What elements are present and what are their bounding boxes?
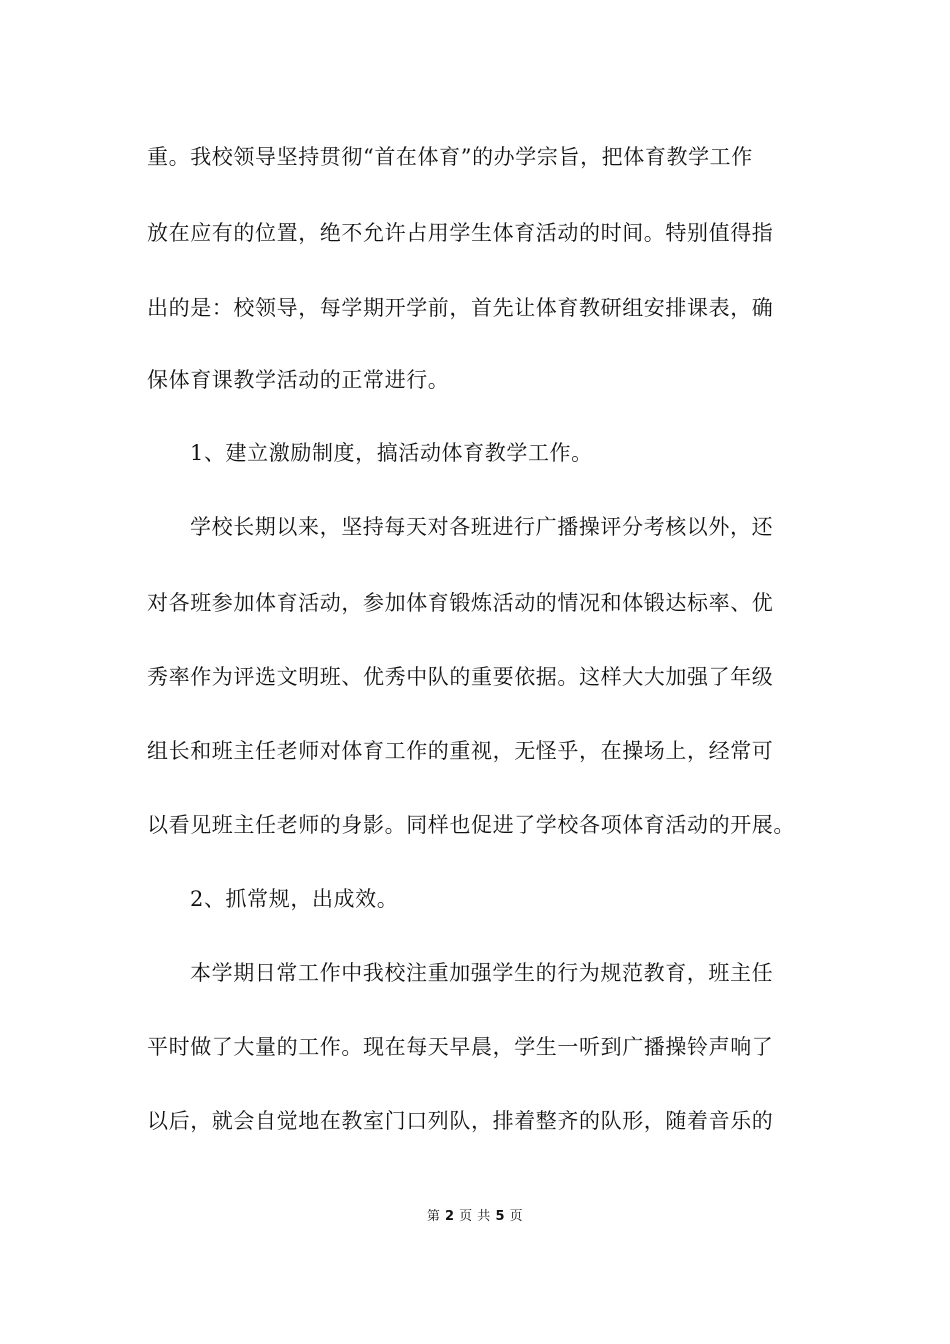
text-line: 放在应有的位置，绝不允许占用学生体育活动的时间。特别值得指 xyxy=(147,221,774,245)
current-page-number: 2 xyxy=(444,1209,455,1224)
text-line: 秀率作为评选文明班、优秀中队的重要依据。这样大大加强了年级 xyxy=(147,665,774,689)
text-line: 组长和班主任老师对体育工作的重视，无怪乎，在操场上，经常可 xyxy=(147,739,774,763)
text-line: 对各班参加体育活动，参加体育锻炼活动的情况和体锻达标率、优 xyxy=(147,591,774,615)
footer-middle: 页 共 xyxy=(459,1209,491,1224)
paragraph-first-line: 学校长期以来，坚持每天对各班进行广播操评分考核以外，还 xyxy=(190,515,774,539)
text-line: 重。我校领导坚持贯彻“首在体育”的办学宗旨，把体育教学工作 xyxy=(147,145,753,169)
section-heading: 2、抓常规，出成效。 xyxy=(190,887,399,911)
text-line: 保体育课教学活动的正常进行。 xyxy=(147,368,450,392)
section-heading: 1、建立激励制度，搞活动体育教学工作。 xyxy=(190,441,593,465)
page-footer xyxy=(0,1208,950,1226)
total-pages-number: 5 xyxy=(495,1209,505,1224)
footer-prefix: 第 xyxy=(426,1209,441,1224)
text-line: 以后，就会自觉地在教室门口列队，排着整齐的队形，随着音乐的 xyxy=(147,1109,774,1133)
paragraph-first-line: 本学期日常工作中我校注重加强学生的行为规范教育，班主任 xyxy=(190,961,774,985)
footer-suffix: 页 xyxy=(509,1209,524,1224)
text-line: 以看见班主任老师的身影。同样也促进了学校各项体育活动的开展。 xyxy=(147,813,795,837)
text-line: 平时做了大量的工作。现在每天早晨，学生一听到广播操铃声响了 xyxy=(147,1035,774,1059)
text-line: 出的是：校领导，每学期开学前，首先让体育教研组安排课表，确 xyxy=(147,296,774,320)
